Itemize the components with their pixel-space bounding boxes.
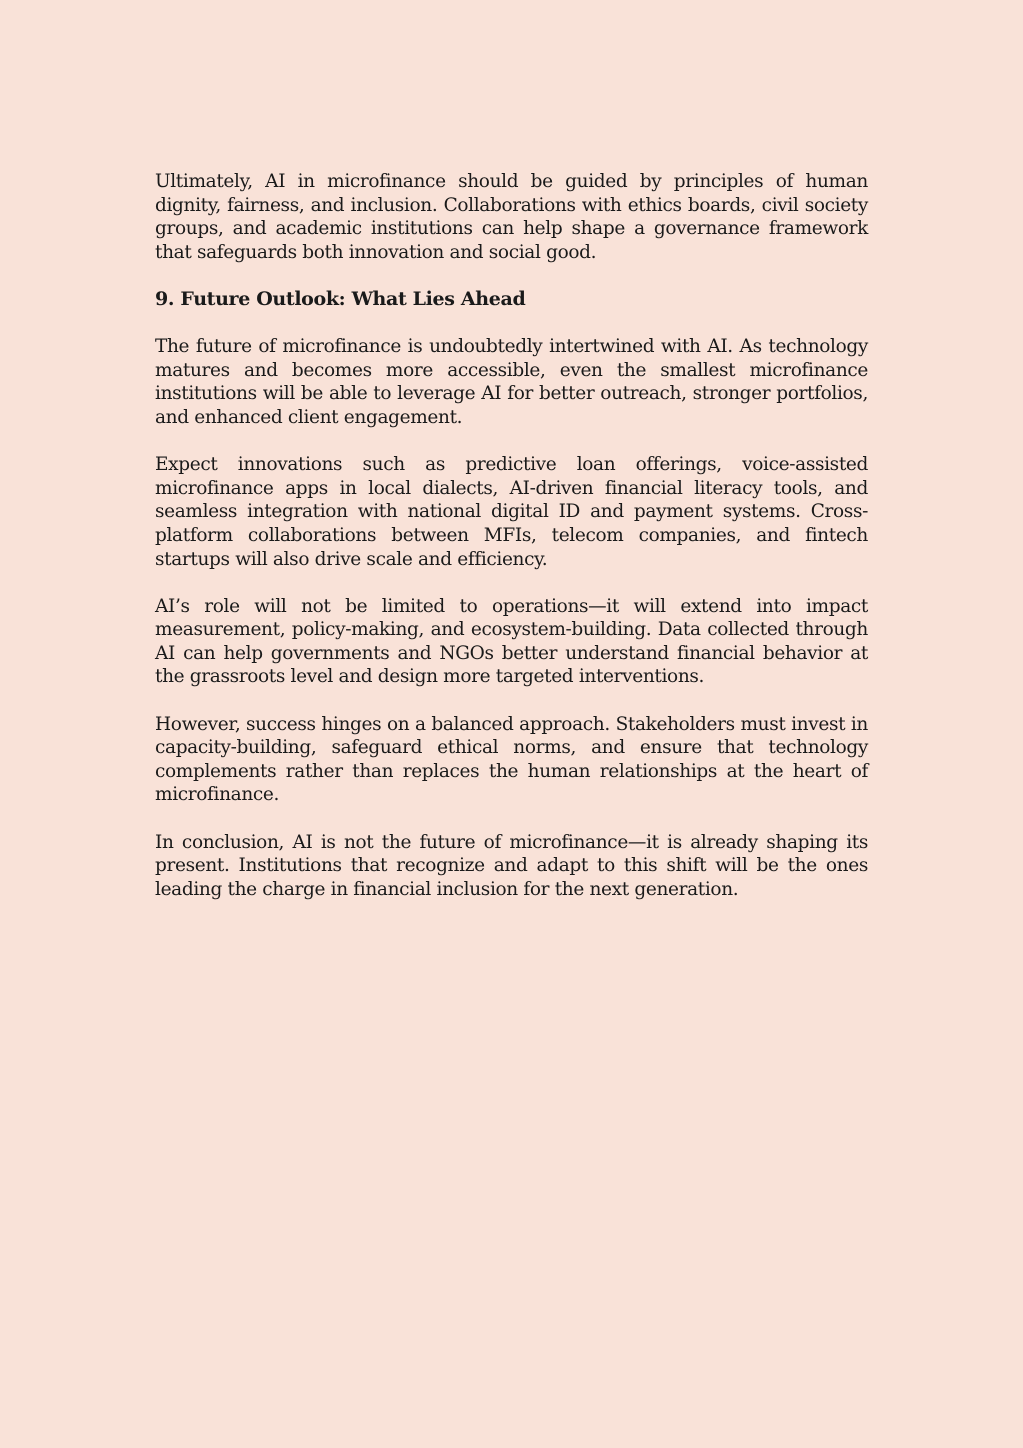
document-page [155,170,868,925]
body-paragraph: In conclusion, AI is not the future of microfinance—it is already shaping its present. Institutions that recognize and adapt to this shift will be the ones leading the charge in financial inclusion for the next generation. [155,831,868,900]
body-paragraph: However, success hinges on a balanced approach. Stakeholders must invest in capacity-building, safeguard ethical norms, and ensure that technology complements rather than replaces the human relationships at the heart of microfinance. [155,713,868,806]
body-paragraph: AI’s role will not be limited to operations—it will extend into impact measurement, policy-making, and ecosystem-building. Data collected through AI can help governments and NGOs better understand financial behavior at the grassroots level and design more targeted interventions. [155,595,868,688]
body-paragraph: Expect innovations such as predictive loan offerings, voice-assisted microfinance apps in local dialects, AI-driven financial literacy tools, and seamless integration with national digital ID and payment systems. Cross-platform collaborations between MFIs, telecom companies, and fintech startups will also drive scale and efficiency. [155,454,868,570]
section-heading: 9. Future Outlook: What Lies Ahead [155,287,526,310]
body-paragraph: The future of microfinance is undoubtedly intertwined with AI. As technology matures and becomes more accessible, even the smallest microfinance institutions will be able to leverage AI for better outreach, stronger portfolios, and enhanced client engagement. [155,336,868,428]
intro-paragraph: Ultimately, AI in microfinance should be guided by principles of human dignity, fairness, and inclusion. Collaborations with ethics boards, civil society groups, and academic institutions can help shape a governance framework that safeguards both innovation and social good. [155,171,868,263]
